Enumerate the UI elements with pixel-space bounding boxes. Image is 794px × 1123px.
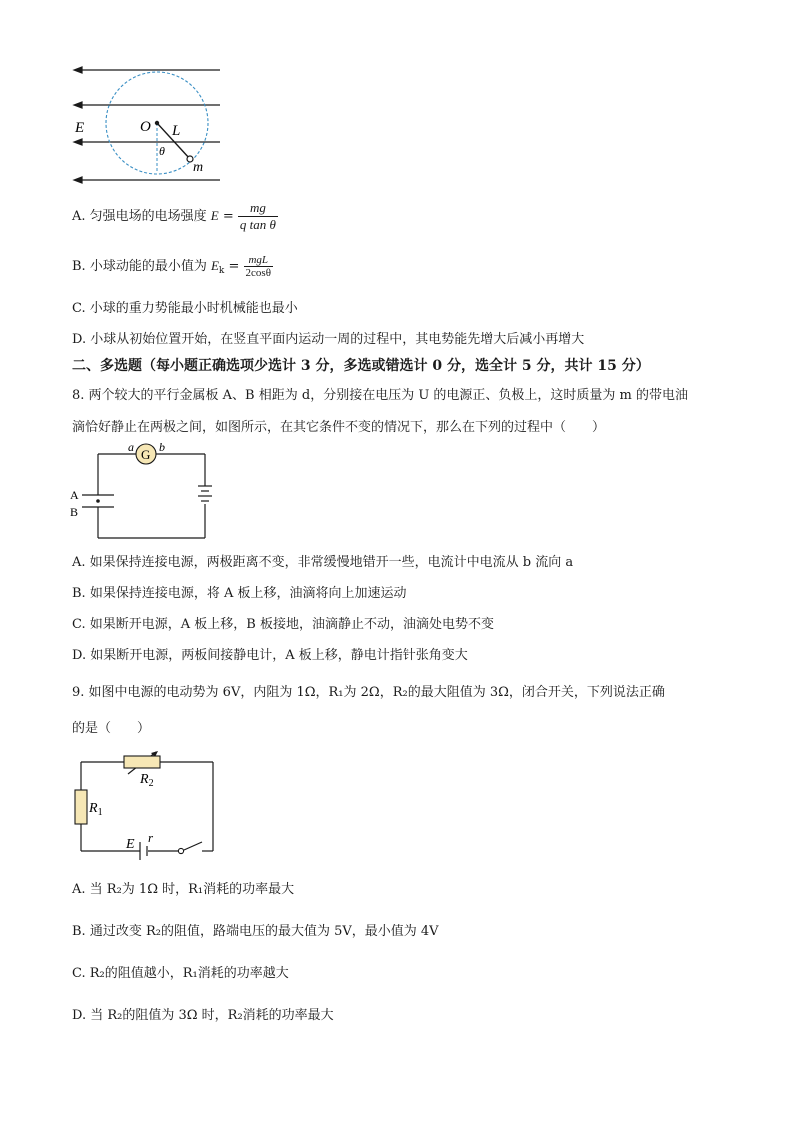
q8-stem-line2: 滴恰好静止在两极之间，如图所示，在其它条件不变的情况下，那么在下列的过程中（ ）	[72, 420, 606, 435]
label-E: E	[75, 120, 85, 136]
resistor-circuit-figure	[68, 750, 228, 865]
q8-option-a: A. 如果保持连接电源，两极距离不变，非常缓慢地错开一些，电流计中电流从 b 流向 a	[72, 555, 574, 570]
q9-option-b: B. 通过改变 R₂的阻值，路端电压的最大值为 5V，最小值为 4V	[72, 924, 439, 939]
label-R2: $R_2$	[140, 772, 154, 789]
q9-stem-line1: 9. 如图中电源的电动势为 6V，内阻为 1Ω，R₁为 2Ω，R₂的最大阻值为 3Ω，闭合开关，下列说法正确	[72, 685, 665, 700]
q8-stem-line1: 8. 两个较大的平行金属板 A、B 相距为 d，分别接在电压为 U 的电源正、负极上，这时质量为 m 的带电油	[72, 388, 689, 403]
section-heading: 二、多选题（每小题正确选项少选计 3 分，多选或错选计 0 分，选全计 5 分，共计 15 分）	[72, 358, 650, 374]
resistor-r1	[75, 790, 87, 824]
q8-option-c: C. 如果断开电源，A 板上移，B 板接地，油滴静止不动，油滴处电势不变	[72, 617, 494, 632]
switch-contact	[178, 848, 183, 853]
label-L: L	[172, 123, 181, 139]
label-E: E	[126, 837, 135, 852]
label-r: r	[148, 830, 154, 845]
label-O: O	[140, 119, 151, 135]
oil-drop	[96, 499, 100, 503]
q9-stem-line2: 的是（ ）	[72, 721, 151, 736]
label-R1: $R_1$	[89, 801, 103, 818]
q7-option-b: B. 小球动能的最小值为 $E_k$ = $\frac{\text{mgL}}{2\cos\theta}$	[72, 254, 271, 279]
label-B: B	[70, 505, 79, 519]
q7-option-c: C. 小球的重力势能最小时机械能也最小	[72, 301, 298, 316]
label-m: m	[193, 160, 204, 175]
capacitor-circuit-figure	[68, 440, 218, 545]
label-G: G	[141, 447, 151, 462]
q8-option-b: B. 如果保持连接电源，将 A 板上移，油滴将向上加速运动	[72, 586, 407, 601]
pivot-point	[155, 121, 159, 125]
q9-option-c: C. R₂的阻值越小，R₁消耗的功率越大	[72, 966, 289, 981]
resistor-r2	[124, 756, 160, 768]
q7-option-d: D. 小球从初始位置开始，在竖直平面内运动一周的过程中，其电势能先增大后减小再增大	[72, 332, 585, 347]
q8-option-d: D. 如果断开电源，两板间接静电计，A 板上移，静电计指针张角变大	[72, 648, 468, 663]
label-a: a	[128, 440, 134, 454]
q9-option-d: D. 当 R₂的阻值为 3Ω 时，R₂消耗的功率最大	[72, 1008, 334, 1023]
label-b: b	[159, 440, 165, 454]
q9-option-a: A. 当 R₂为 1Ω 时，R₁消耗的功率最大	[72, 882, 295, 897]
label-theta: θ	[159, 144, 165, 158]
q7-option-a: A. 匀强电场的电场强度 E = $\frac{mg}{\text{q tan θ}}$	[72, 200, 276, 232]
label-A: A	[70, 488, 79, 502]
field-circle-figure	[60, 55, 235, 195]
